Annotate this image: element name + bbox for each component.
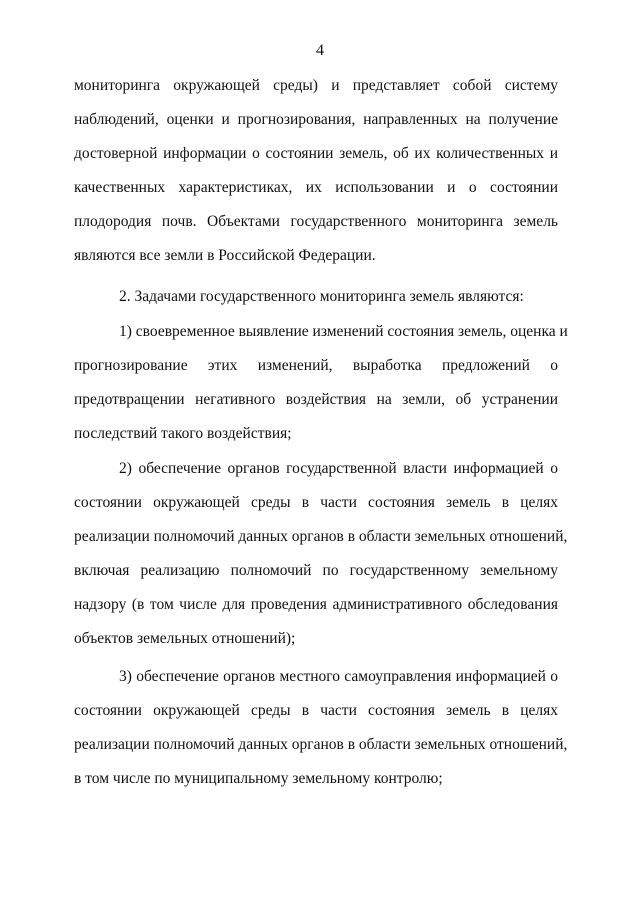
text-line: предотвращении негативного воздействия на земли, об устранении (74, 391, 558, 408)
text-line: 2) обеспечение органов государственной власти информацией о (119, 460, 558, 477)
paragraph-continuation (74, 69, 558, 273)
text-line: качественных характеристиках, их использовании и о состоянии (74, 179, 558, 196)
text-line: прогнозирование этих изменений, выработка предложений о (74, 357, 558, 374)
text-line: состоянии окружающей среды в части состояния земель в целях (74, 702, 558, 719)
list-item-3 (74, 660, 568, 796)
text-line: объектов земельных отношений); (74, 630, 296, 647)
text-line: 2. Задачами государственного мониторинга земель являются: (119, 288, 524, 305)
text-line: 1) своевременное выявление изменений состояния земель, оценка и (119, 323, 568, 340)
text-line: в том числе по муниципальному земельному контролю; (74, 770, 443, 787)
text-line: достоверной информации о состоянии земель, об их количественных и (74, 145, 558, 162)
text-line: наблюдений, оценки и прогнозирования, направленных на получение (74, 111, 558, 128)
text-line: 3) обеспечение органов местного самоуправления информацией о (119, 668, 558, 685)
paragraph-tasks-heading (74, 280, 558, 314)
list-item-1 (74, 315, 568, 451)
text-line: состоянии окружающей среды в части состояния земель в целях (74, 494, 558, 511)
text-line: включая реализацию полномочий по государственному земельному (74, 562, 558, 579)
text-line: реализации полномочий данных органов в области земельных отношений, (74, 528, 568, 545)
text-line: реализации полномочий данных органов в области земельных отношений, (74, 736, 568, 753)
list-item-2 (74, 452, 568, 656)
page-number: 4 (316, 42, 324, 59)
text-line: плодородия почв. Объектами государственного мониторинга земель (74, 213, 558, 230)
text-line: мониторинга окружающей среды) и представляет собой систему (74, 77, 558, 94)
text-line: последствий такого воздействия; (74, 425, 292, 442)
text-line: надзору (в том числе для проведения административного обследования (74, 596, 558, 613)
text-line: являются все земли в Российской Федерации. (74, 247, 376, 264)
